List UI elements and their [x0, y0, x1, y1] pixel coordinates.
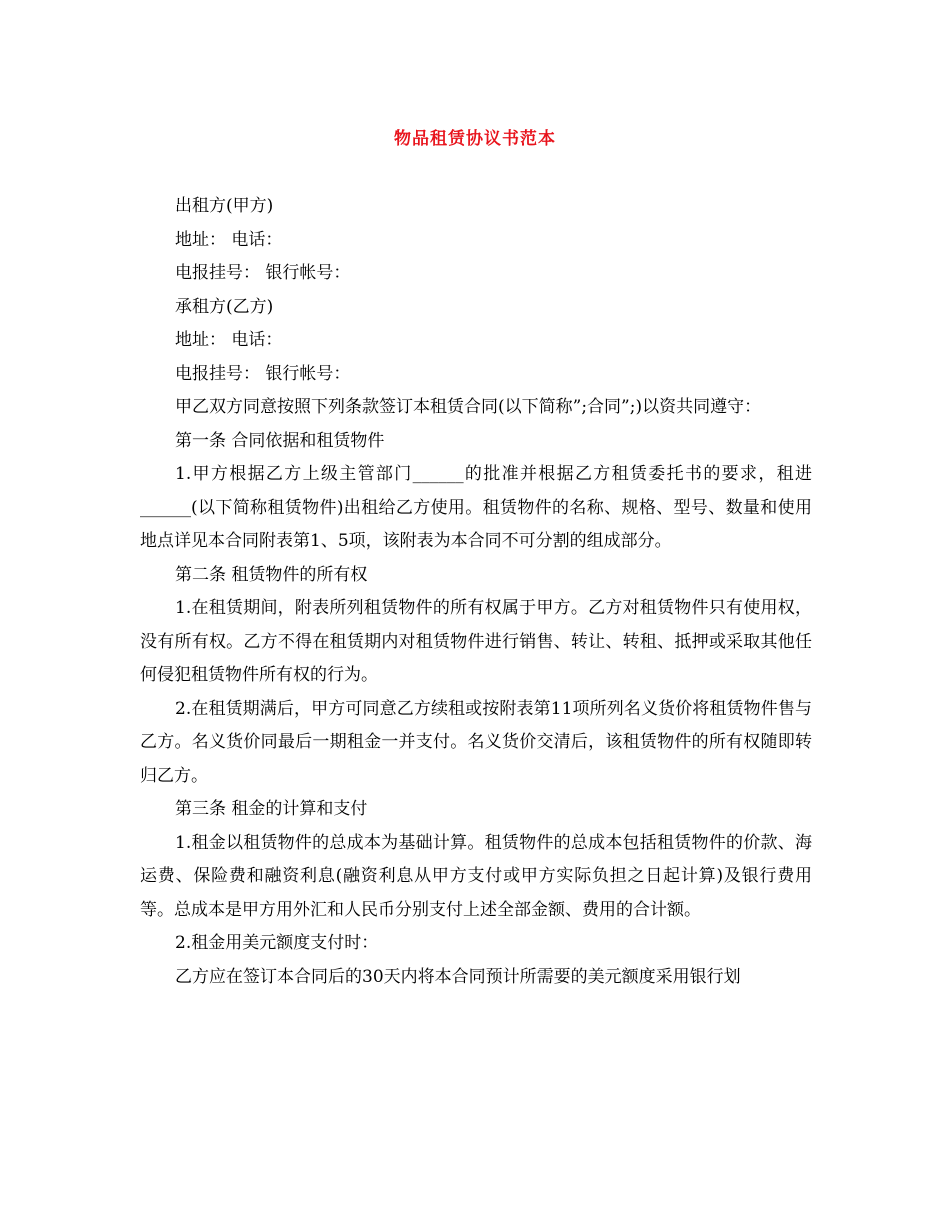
party-a-address: 地址： 电话：: [175, 229, 283, 250]
body-paragraph: 1.甲方根据乙方上级主管部门______的批准并根据乙方租赁委托书的要求，租进______(以下简称租赁物件)出租给乙方使用。租赁物件的名称、规格、型号、数量和使用地点详见本合同附表第1、5项，该附表为本合同不可分割的组成部分。: [140, 464, 812, 551]
body-paragraph: 乙方应在签订本合同后的30天内将本合同预计所需要的美元额度采用银行划: [175, 966, 741, 987]
article-heading: 第一条 合同依据和租赁物件: [175, 430, 385, 451]
body-paragraph: 1.在租赁期间，附表所列租赁物件的所有权属于甲方。乙方对租赁物件只有使用权，没有所有权。乙方不得在租赁期内对租赁物件进行销售、转让、转租、抵押或采取其他任何侵犯租赁物件所有权的行为。: [140, 598, 812, 685]
party-a-bank: 电报挂号： 银行帐号：: [175, 263, 351, 283]
body-paragraph: 1.租金以租赁物件的总成本为基础计算。租赁物件的总成本包括租赁物件的价款、海运费、保险费和融资利息(融资利息从甲方支付或甲方实际负担之日起计算)及银行费用等。总成本是甲方用外汇和人民币分别支付上述全部金额、费用的合计额。: [140, 832, 812, 920]
body-paragraph: 2.在租赁期满后，甲方可同意乙方续租或按附表第11项所列名义货价将租赁物件售与乙方。名义货价同最后一期租金一并支付。名义货价交清后，该租赁物件的所有权随即转归乙方。: [140, 698, 812, 786]
document-body: [140, 190, 812, 994]
party-b-address: 地址： 电话：: [175, 330, 283, 350]
party-b-bank: 电报挂号： 银行帐号：: [175, 363, 351, 384]
body-paragraph: 2.租金用美元额度支付时：: [175, 933, 379, 953]
preamble-paragraph: 甲乙双方同意按照下列条款签订本租赁合同(以下简称”;合同”;)以资共同遵守：: [175, 397, 762, 417]
party-a-label: 出租方(甲方): [175, 196, 274, 216]
article-heading: 第三条 租金的计算和支付: [175, 799, 368, 819]
article-heading: 第二条 租赁物件的所有权: [175, 564, 368, 585]
party-b-label: 承租方(乙方): [175, 296, 274, 317]
document-title: 物品租赁协议书范本: [394, 129, 556, 149]
